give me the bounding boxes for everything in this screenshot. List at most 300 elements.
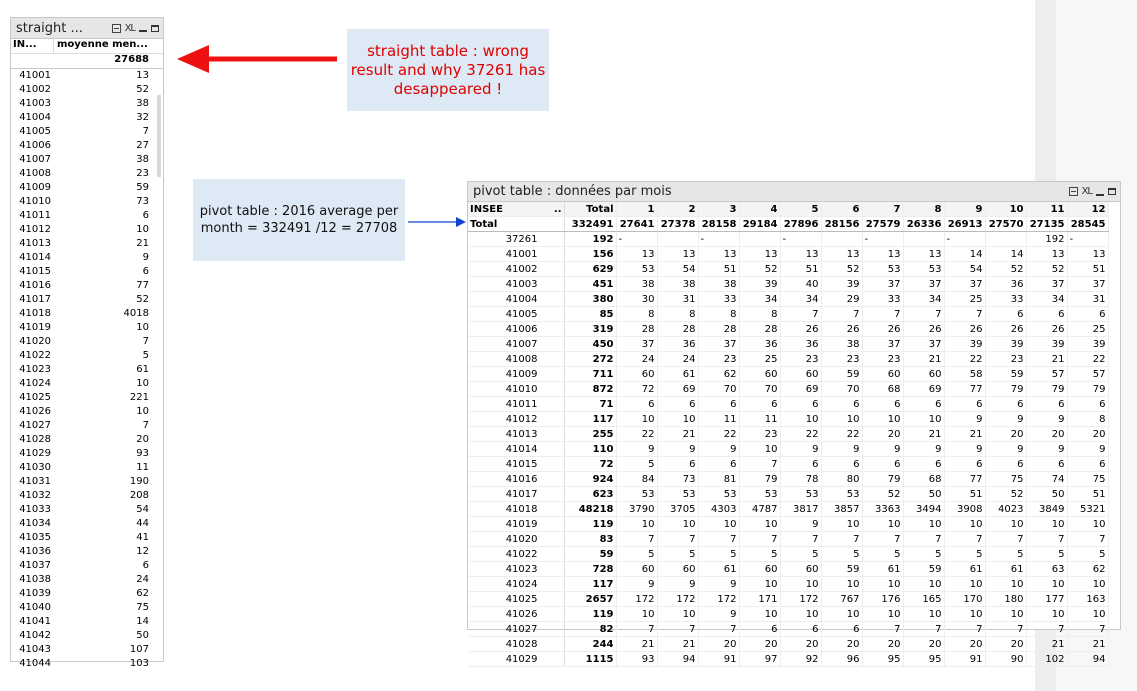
pivot-row[interactable] <box>468 592 1108 607</box>
pivot-row[interactable] <box>468 367 1108 382</box>
month-cell: 29 <box>821 292 862 307</box>
pivot-table-window[interactable] <box>467 181 1121 665</box>
month-cell: 5 <box>944 547 985 562</box>
month-cell: 5 <box>821 547 862 562</box>
month-cell: 10 <box>821 517 862 532</box>
pivot-row[interactable] <box>468 337 1108 352</box>
month-cell: 6 <box>1067 397 1108 412</box>
month-cell: 21 <box>903 352 944 367</box>
pivot-row[interactable] <box>468 517 1108 532</box>
month-cell: 70 <box>821 382 862 397</box>
table-row[interactable] <box>11 489 163 503</box>
table-row[interactable] <box>11 335 163 349</box>
month-cell: 38 <box>657 277 698 292</box>
month-cell: 10 <box>1026 577 1067 592</box>
excel-export-icon[interactable]: XL <box>124 22 135 34</box>
table-row[interactable] <box>11 615 163 629</box>
table-row[interactable] <box>11 349 163 363</box>
insee-cell: 41043 <box>19 644 51 655</box>
table-row[interactable] <box>11 237 163 251</box>
month-cell: 53 <box>616 487 657 502</box>
month-cell: 7 <box>1026 622 1067 637</box>
month-cell <box>821 232 862 247</box>
insee-cell: 41044 <box>19 658 51 669</box>
total-cell: 28156 <box>821 217 862 232</box>
row-total-cell: 2657 <box>564 592 616 607</box>
month-cell: 163 <box>1067 592 1108 607</box>
insee-cell: 41008 <box>19 168 51 179</box>
pivot-row[interactable] <box>468 637 1108 652</box>
month-cell: 51 <box>1067 487 1108 502</box>
month-cell: 91 <box>698 652 739 667</box>
month-cell: - <box>698 232 739 247</box>
month-cell: 6 <box>821 397 862 412</box>
table-row[interactable] <box>11 447 163 461</box>
straight-table-total: 27688 <box>11 54 163 69</box>
month-cell: 7 <box>739 457 780 472</box>
month-cell: 9 <box>780 517 821 532</box>
callout-pivot-table <box>193 179 405 261</box>
month-cell: 3790 <box>616 502 657 517</box>
total-cell: 26913 <box>944 217 985 232</box>
table-row[interactable] <box>11 657 163 671</box>
month-cell: 10 <box>657 412 698 427</box>
pivot-row[interactable] <box>468 307 1108 322</box>
insee-cell: 41006 <box>468 322 564 337</box>
month-cell: 5321 <box>1067 502 1108 517</box>
total-cell: 27641 <box>616 217 657 232</box>
month-cell: 9 <box>903 442 944 457</box>
month-cell: 172 <box>698 592 739 607</box>
month-cell: 52 <box>1026 262 1067 277</box>
pivot-row[interactable] <box>468 232 1108 247</box>
month-cell: 9 <box>657 577 698 592</box>
straight-table-caption[interactable] <box>11 18 163 39</box>
insee-cell: 41011 <box>19 210 51 221</box>
month-cell: 59 <box>903 562 944 577</box>
month-cell: 10 <box>739 517 780 532</box>
vertical-scrollbar[interactable] <box>157 95 161 177</box>
row-total-cell: 623 <box>564 487 616 502</box>
month-cell: 54 <box>944 262 985 277</box>
pivot-row[interactable] <box>468 502 1108 517</box>
month-cell: 7 <box>616 622 657 637</box>
month-cell: 69 <box>780 382 821 397</box>
month-cell: 7 <box>698 532 739 547</box>
value-cell: 7 <box>142 420 149 431</box>
pivot-header-row <box>468 202 1108 217</box>
row-total-cell: 451 <box>564 277 616 292</box>
month-cell: 52 <box>985 487 1026 502</box>
table-row[interactable] <box>11 125 163 139</box>
minimize-icon[interactable] <box>139 30 147 32</box>
pivot-row[interactable] <box>468 622 1108 637</box>
month-cell: 26 <box>985 322 1026 337</box>
pivot-row[interactable] <box>468 652 1108 667</box>
month-cell: 96 <box>821 652 862 667</box>
month-cell: 10 <box>616 517 657 532</box>
month-cell <box>657 232 698 247</box>
table-row[interactable] <box>11 475 163 489</box>
month-cell: 10 <box>862 577 903 592</box>
pivot-row[interactable] <box>468 277 1108 292</box>
table-row[interactable] <box>11 545 163 559</box>
month-cell: 4787 <box>739 502 780 517</box>
row-total-cell: 117 <box>564 577 616 592</box>
month-cell: 53 <box>903 262 944 277</box>
print-icon[interactable] <box>112 24 121 33</box>
month-cell: 20 <box>985 427 1026 442</box>
column-header-insee[interactable]: IN... <box>11 39 54 53</box>
column-header-month: 3 <box>698 202 739 217</box>
month-cell: 51 <box>1067 262 1108 277</box>
month-cell: 59 <box>821 562 862 577</box>
table-row[interactable] <box>11 433 163 447</box>
month-cell: 767 <box>821 592 862 607</box>
month-cell: 78 <box>780 472 821 487</box>
value-cell: 52 <box>136 294 149 305</box>
month-cell: 7 <box>1067 622 1108 637</box>
month-cell: 10 <box>944 607 985 622</box>
table-row[interactable] <box>11 517 163 531</box>
table-row[interactable] <box>11 405 163 419</box>
month-cell: 20 <box>944 637 985 652</box>
pivot-row[interactable] <box>468 487 1108 502</box>
month-cell: 177 <box>1026 592 1067 607</box>
month-cell: 4023 <box>985 502 1026 517</box>
table-row[interactable] <box>11 251 163 265</box>
pivot-row[interactable] <box>468 457 1108 472</box>
month-cell: 13 <box>698 247 739 262</box>
pivot-row[interactable] <box>468 247 1108 262</box>
month-cell: 9 <box>944 442 985 457</box>
month-cell: 77 <box>944 382 985 397</box>
month-cell: 11 <box>698 412 739 427</box>
month-cell: 10 <box>903 412 944 427</box>
insee-cell: 41024 <box>19 378 51 389</box>
pivot-row[interactable] <box>468 562 1108 577</box>
month-cell: 8 <box>739 307 780 322</box>
month-cell: 171 <box>739 592 780 607</box>
table-row[interactable] <box>11 559 163 573</box>
table-row[interactable] <box>11 167 163 181</box>
insee-cell: 41005 <box>19 126 51 137</box>
month-cell: 68 <box>862 382 903 397</box>
month-cell: 21 <box>1026 352 1067 367</box>
table-row[interactable] <box>11 111 163 125</box>
row-total-cell: 59 <box>564 547 616 562</box>
value-cell: 6 <box>142 560 149 571</box>
month-cell: 7 <box>616 532 657 547</box>
insee-cell: 41015 <box>468 457 564 472</box>
row-total-cell: 319 <box>564 322 616 337</box>
row-total-cell: 380 <box>564 292 616 307</box>
value-cell: 61 <box>136 364 149 375</box>
month-cell: 13 <box>1026 247 1067 262</box>
month-cell: - <box>1067 232 1108 247</box>
column-header-moyenne[interactable]: moyenne men... <box>57 39 148 50</box>
month-cell: 94 <box>1067 652 1108 667</box>
month-cell: 53 <box>657 487 698 502</box>
value-cell: 107 <box>129 644 149 655</box>
insee-cell: 41008 <box>468 352 564 367</box>
month-cell: 69 <box>657 382 698 397</box>
month-cell: 26 <box>1026 322 1067 337</box>
month-cell: 9 <box>698 442 739 457</box>
month-cell: 3908 <box>944 502 985 517</box>
month-cell: 10 <box>985 577 1026 592</box>
table-row[interactable] <box>11 307 163 321</box>
row-total-cell: 450 <box>564 337 616 352</box>
month-cell: 7 <box>903 532 944 547</box>
month-cell: 9 <box>616 577 657 592</box>
month-cell: 6 <box>657 457 698 472</box>
value-cell: 10 <box>136 322 149 333</box>
table-row[interactable] <box>11 83 163 97</box>
table-row[interactable] <box>11 139 163 153</box>
row-total-cell: 117 <box>564 412 616 427</box>
insee-cell: 41016 <box>19 280 51 291</box>
month-cell: 22 <box>780 427 821 442</box>
month-cell: 52 <box>862 487 903 502</box>
insee-cell: 41015 <box>19 266 51 277</box>
month-cell: 6 <box>739 397 780 412</box>
month-cell: 7 <box>944 532 985 547</box>
month-cell: 53 <box>739 487 780 502</box>
insee-cell: 41038 <box>19 574 51 585</box>
month-cell: 6 <box>1026 307 1067 322</box>
month-cell: - <box>862 232 903 247</box>
month-cell: 7 <box>862 622 903 637</box>
insee-cell: 41018 <box>468 502 564 517</box>
month-cell: - <box>616 232 657 247</box>
table-row[interactable] <box>11 69 163 83</box>
straight-table-body <box>11 69 163 671</box>
month-cell: 6 <box>616 397 657 412</box>
month-cell: 20 <box>862 427 903 442</box>
table-row[interactable] <box>11 279 163 293</box>
table-row[interactable] <box>11 363 163 377</box>
pivot-row[interactable] <box>468 607 1108 622</box>
month-cell: 176 <box>862 592 903 607</box>
value-cell: 6 <box>142 210 149 221</box>
month-cell: 26 <box>944 322 985 337</box>
insee-cell: 41022 <box>468 547 564 562</box>
month-cell: 70 <box>739 382 780 397</box>
table-row[interactable] <box>11 391 163 405</box>
insee-cell: 41036 <box>19 546 51 557</box>
month-cell: 5 <box>657 547 698 562</box>
table-row[interactable] <box>11 601 163 615</box>
month-cell: 102 <box>1026 652 1067 667</box>
month-cell: 23 <box>862 352 903 367</box>
column-header-month: 1 <box>616 202 657 217</box>
insee-cell: 41002 <box>468 262 564 277</box>
insee-cell: 41002 <box>19 84 51 95</box>
table-row[interactable] <box>11 419 163 433</box>
month-cell: 10 <box>657 517 698 532</box>
month-cell: 6 <box>657 397 698 412</box>
pivot-row[interactable] <box>468 532 1108 547</box>
value-cell: 20 <box>136 434 149 445</box>
value-cell: 208 <box>129 490 149 501</box>
month-cell: 9 <box>616 442 657 457</box>
month-cell: 53 <box>616 262 657 277</box>
row-total-cell: 924 <box>564 472 616 487</box>
month-cell <box>903 232 944 247</box>
pivot-row[interactable] <box>468 412 1108 427</box>
table-row[interactable] <box>11 265 163 279</box>
table-row[interactable] <box>11 97 163 111</box>
table-row[interactable] <box>11 209 163 223</box>
table-row[interactable] <box>11 153 163 167</box>
pivot-row[interactable] <box>468 382 1108 397</box>
month-cell: 37 <box>1067 277 1108 292</box>
row-total-cell: 156 <box>564 247 616 262</box>
month-cell: 20 <box>698 637 739 652</box>
month-cell: 3494 <box>903 502 944 517</box>
value-cell: 13 <box>136 70 149 81</box>
table-row[interactable] <box>11 181 163 195</box>
table-row[interactable] <box>11 223 163 237</box>
insee-cell: 41010 <box>468 382 564 397</box>
pivot-row[interactable] <box>468 577 1108 592</box>
month-cell: 5 <box>903 547 944 562</box>
pivot-row[interactable] <box>468 547 1108 562</box>
month-cell: 28 <box>657 322 698 337</box>
month-cell: 7 <box>739 532 780 547</box>
pivot-row[interactable] <box>468 352 1108 367</box>
month-cell: 9 <box>944 412 985 427</box>
month-cell: 10 <box>821 412 862 427</box>
row-total-cell: 110 <box>564 442 616 457</box>
value-cell: 77 <box>136 280 149 291</box>
month-cell: 9 <box>1026 442 1067 457</box>
month-cell: 94 <box>657 652 698 667</box>
month-cell: 13 <box>862 247 903 262</box>
table-row[interactable] <box>11 643 163 657</box>
value-cell: 75 <box>136 602 149 613</box>
month-cell: 7 <box>862 532 903 547</box>
pivot-row[interactable] <box>468 262 1108 277</box>
month-cell: 7 <box>985 532 1026 547</box>
month-cell: 24 <box>657 352 698 367</box>
table-row[interactable] <box>11 629 163 643</box>
table-row[interactable] <box>11 587 163 601</box>
table-row[interactable] <box>11 377 163 391</box>
column-header-insee[interactable]: INSEE .. <box>468 202 564 217</box>
callout-straight-table <box>347 29 549 111</box>
month-cell: 6 <box>985 307 1026 322</box>
month-cell: 10 <box>903 577 944 592</box>
month-cell: 60 <box>780 562 821 577</box>
month-cell: 75 <box>1067 472 1108 487</box>
total-cell: 27896 <box>780 217 821 232</box>
month-cell: 36 <box>739 337 780 352</box>
insee-cell: 41009 <box>468 367 564 382</box>
value-cell: 11 <box>136 462 149 473</box>
insee-cell: 41004 <box>468 292 564 307</box>
pivot-row[interactable] <box>468 322 1108 337</box>
column-header-month: 7 <box>862 202 903 217</box>
month-cell: 9 <box>985 412 1026 427</box>
print-icon[interactable] <box>1069 187 1078 196</box>
insee-cell: 41009 <box>19 182 51 193</box>
month-cell: 75 <box>985 472 1026 487</box>
row-total-cell: 85 <box>564 307 616 322</box>
month-cell: 7 <box>985 622 1026 637</box>
table-row[interactable] <box>11 293 163 307</box>
month-cell: 3705 <box>657 502 698 517</box>
month-cell: 180 <box>985 592 1026 607</box>
month-cell: 50 <box>903 487 944 502</box>
month-cell: 172 <box>616 592 657 607</box>
value-cell: 24 <box>136 574 149 585</box>
row-total-cell: 255 <box>564 427 616 442</box>
month-cell: 3363 <box>862 502 903 517</box>
month-cell: 52 <box>821 262 862 277</box>
table-row[interactable] <box>11 573 163 587</box>
table-row[interactable] <box>11 321 163 335</box>
maximize-icon[interactable] <box>151 25 159 32</box>
insee-cell: 41014 <box>19 252 51 263</box>
month-cell: 36 <box>657 337 698 352</box>
month-cell: 10 <box>862 517 903 532</box>
value-cell: 44 <box>136 518 149 529</box>
insee-cell: 41042 <box>19 630 51 641</box>
month-cell: 37 <box>903 337 944 352</box>
maximize-icon[interactable] <box>1108 188 1116 195</box>
table-row[interactable] <box>11 531 163 545</box>
month-cell: 5 <box>1067 547 1108 562</box>
pivot-row[interactable] <box>468 442 1108 457</box>
month-cell: 79 <box>1067 382 1108 397</box>
table-row[interactable] <box>11 195 163 209</box>
month-cell: 91 <box>944 652 985 667</box>
month-cell: 23 <box>739 427 780 442</box>
month-cell: 20 <box>780 637 821 652</box>
excel-export-icon[interactable]: XL <box>1081 186 1092 197</box>
total-cell: 27579 <box>862 217 903 232</box>
table-row[interactable] <box>11 461 163 475</box>
month-cell: 10 <box>739 577 780 592</box>
minimize-icon[interactable] <box>1096 194 1104 196</box>
red-arrow-icon <box>175 43 340 75</box>
month-cell: 10 <box>944 517 985 532</box>
month-cell: 6 <box>1026 457 1067 472</box>
month-cell: 7 <box>657 532 698 547</box>
value-cell: 21 <box>136 238 149 249</box>
pivot-row[interactable] <box>468 397 1108 412</box>
insee-cell: 41001 <box>468 247 564 262</box>
month-cell: 37 <box>1026 277 1067 292</box>
month-cell: 5 <box>1026 547 1067 562</box>
pivot-row[interactable] <box>468 427 1108 442</box>
month-cell: 34 <box>1026 292 1067 307</box>
month-cell: 61 <box>698 562 739 577</box>
table-row[interactable] <box>11 503 163 517</box>
pivot-table-caption[interactable] <box>468 182 1120 202</box>
month-cell: 38 <box>821 337 862 352</box>
pivot-row[interactable] <box>468 472 1108 487</box>
insee-cell: 41003 <box>468 277 564 292</box>
month-cell: 39 <box>1067 337 1108 352</box>
month-cell: 52 <box>985 262 1026 277</box>
month-cell: 60 <box>616 562 657 577</box>
pivot-row[interactable] <box>468 292 1108 307</box>
straight-table-window[interactable] <box>10 17 164 669</box>
insee-cell: 41040 <box>19 602 51 613</box>
